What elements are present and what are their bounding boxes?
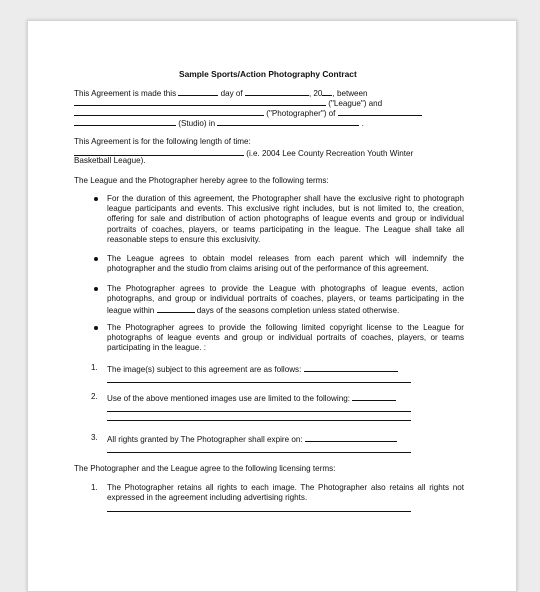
contract-page (27, 20, 517, 592)
item-number: 2. (91, 392, 98, 401)
length-line-2: (i.e. 2004 Lee County Recreation Youth Winter (74, 147, 413, 159)
blank-use-limits-line[interactable] (107, 411, 411, 412)
term-model-releases: The League agrees to obtain model releases from each parent which will indemnify the photographer and the studio from claims arising out of the performance of this agreement. (107, 254, 464, 274)
licensing-intro: The Photographer and the League agree to the following licensing terms: (74, 464, 336, 473)
item-use-limits: Use of the above mentioned images use are limited to the following: (107, 392, 396, 404)
blank-year[interactable] (322, 87, 332, 96)
bullet-dot (94, 257, 98, 261)
blank-photographer-location[interactable] (338, 107, 422, 116)
item-number: 3. (91, 433, 98, 442)
item-number: 1. (91, 363, 98, 372)
blank-expiry-date[interactable] (305, 433, 397, 442)
term-delivery: The Photographer agrees to provide the League with photographs of league events, action photographs, and group or individual portraits of coaches, players, or teams participating in the league within days of the seasons completion unless stated otherwise. (107, 284, 464, 316)
blank-expiry-line[interactable] (107, 452, 411, 453)
blank-photographer-name[interactable] (74, 107, 264, 116)
blank-league-name[interactable] (74, 97, 326, 106)
agreement-line-3: ("Photographer") of (74, 107, 422, 119)
blank-day[interactable] (178, 87, 218, 96)
item-rights-expire: All rights granted by The Photographer shall expire on: (107, 433, 397, 445)
agreement-line-2: ("League") and (74, 97, 382, 109)
bullet-dot (94, 197, 98, 201)
blank-length-of-time[interactable] (74, 147, 244, 156)
term-copyright-license: The Photographer agrees to provide the following limited copyright license to the League for photographs of league events and group or individual portraits of coaches, players, or teams participating in the league. : (107, 323, 464, 353)
blank-studio-location[interactable] (217, 117, 359, 126)
item-number: 1. (91, 483, 98, 492)
bullet-dot (94, 326, 98, 330)
blank-images-subject-line[interactable] (107, 382, 411, 383)
blank-licensing-line[interactable] (107, 511, 411, 512)
blank-delivery-days[interactable] (157, 304, 195, 313)
agreement-line-1: This Agreement is made this day of , 20 , between (74, 89, 368, 98)
item-images-subject: The image(s) subject to this agreement are as follows: (107, 363, 398, 375)
blank-use-limits-line[interactable] (107, 420, 411, 421)
blank-images-subject[interactable] (304, 363, 398, 372)
length-line-3: Basketball League). (74, 156, 146, 165)
blank-use-limits[interactable] (352, 392, 396, 401)
blank-studio-name[interactable] (74, 117, 176, 126)
agreement-line-4: (Studio) in . (74, 117, 364, 129)
bullet-dot (94, 287, 98, 291)
document-title: Sample Sports/Action Photography Contract (179, 69, 357, 79)
term-exclusive-rights: For the duration of this agreement, the Photographer shall have the exclusive right to photograph league participants and events. This exclusive right includes, but is not limited to, the creation, offering for sale and distribution of action photographs of league events and group or individual portraits of coaches, players, or teams participating in the league. The League shall take all reasonable steps to ensure this exclusivity. (107, 194, 464, 244)
licensing-retains-rights: The Photographer retains all rights to each image. The Photographer also retains all rights not expressed in the agreement including advertising rights. (107, 483, 464, 503)
terms-intro: The League and the Photographer hereby agree to the following terms: (74, 176, 329, 185)
blank-month[interactable] (245, 87, 309, 96)
length-line-1: This Agreement is for the following length of time: (74, 137, 251, 146)
